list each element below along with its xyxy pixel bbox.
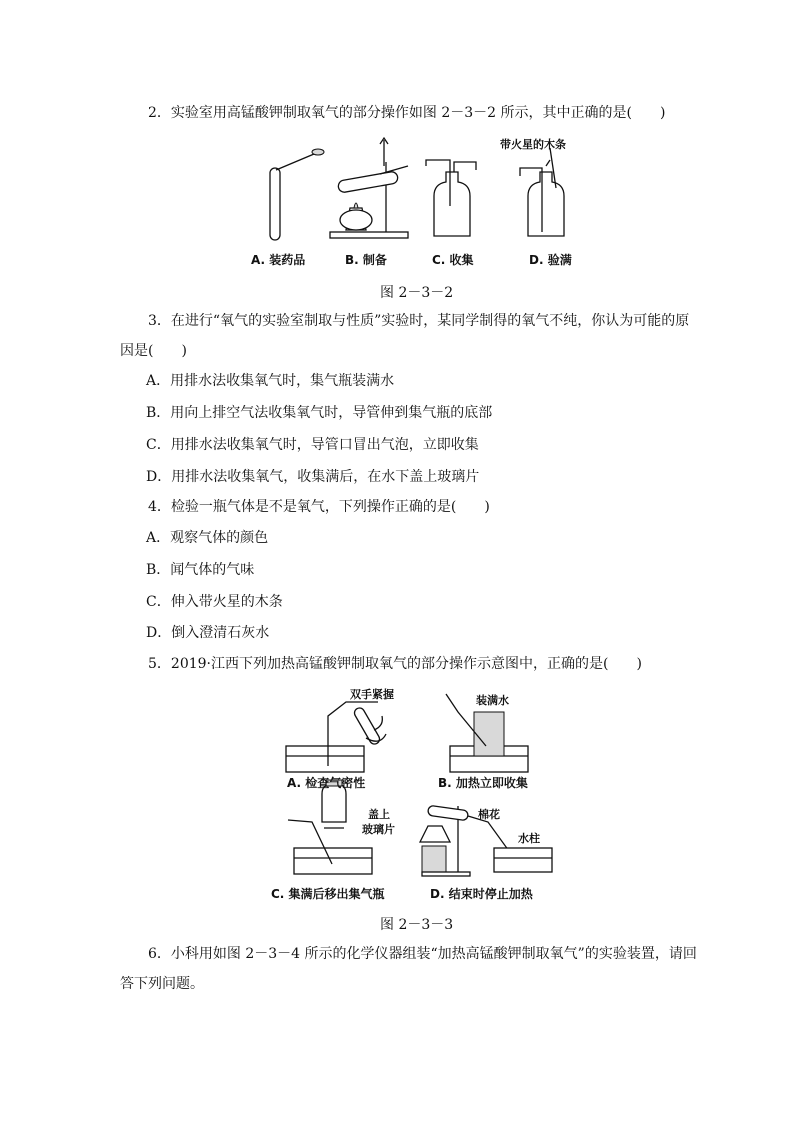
q3-option-b: B．用向上排空气法收集氧气时，导管伸到集气瓶的底部 <box>146 405 493 421</box>
q2-label-a: A. 装药品 <box>251 253 306 267</box>
annotation-cover: 盖上 <box>368 808 390 821</box>
annotation-fill-water: 装满水 <box>476 694 509 707</box>
annotation-wood-strip: 带火星的木条 <box>500 138 566 151</box>
q2-stem: 2．实验室用高锰酸钾制取氧气的部分操作如图 2－3－2 所示，其中正确的是( ) <box>148 105 666 121</box>
q2-caption: 图 2－3－2 <box>380 285 454 301</box>
annotation-water-column: 水柱 <box>518 832 540 845</box>
q6-stem-line1: 6．小科用如图 2－3－4 所示的化学仪器组装“加热高锰酸钾制取氧气”的实验装置，请回 <box>148 946 697 962</box>
move-bottle-drawing <box>288 780 372 874</box>
q3-option-d: D．用排水法收集氧气，收集满后，在水下盖上玻璃片 <box>146 469 480 485</box>
q3-stem-line2: 因是( ) <box>120 343 187 359</box>
q5-label-d: D. 结束时停止加热 <box>430 887 533 901</box>
q3-stem-line1: 3．在进行“氧气的实验室制取与性质”实验时，某同学制得的氧气不纯，你认为可能的原 <box>148 313 690 329</box>
q5-label-b: B. 加热立即收集 <box>438 776 528 790</box>
q4-stem: 4．检验一瓶气体是不是氧气，下列操作正确的是( ) <box>148 499 490 515</box>
q5-label-a: A. 检查气密性 <box>287 776 366 790</box>
gas-bottle-c-drawing <box>426 160 476 236</box>
airtightness-check-drawing <box>286 702 386 772</box>
q5-caption: 图 2－3－3 <box>380 917 454 933</box>
annotation-cotton: 棉花 <box>478 808 500 821</box>
q5-stem: 5．2019·江西下列加热高锰酸钾制取氧气的部分操作示意图中，正确的是( ) <box>148 656 642 672</box>
q4-option-c: C．伸入带火星的木条 <box>146 594 283 610</box>
q2-label-d: D. 验满 <box>529 253 572 267</box>
annotation-hands-grip: 双手紧握 <box>350 688 394 701</box>
q5-label-c: C. 集满后移出集气瓶 <box>271 887 385 901</box>
annotation-glass-slide: 玻璃片 <box>362 823 395 836</box>
q4-option-d: D．倒入澄清石灰水 <box>146 625 270 641</box>
test-tube-spoon-drawing <box>270 149 324 240</box>
q2-label-b: B. 制备 <box>345 253 387 267</box>
q4-option-b: B．闻气体的气味 <box>146 562 255 578</box>
gas-bottle-d-drawing <box>520 148 564 236</box>
q6-stem-line2: 答下列问题。 <box>120 976 204 992</box>
q3-option-a: A．用排水法收集氧气时，集气瓶装满水 <box>146 373 395 389</box>
q4-option-a: A．观察气体的颜色 <box>146 530 269 546</box>
q2-label-c: C. 收集 <box>432 253 474 267</box>
heating-apparatus-drawing <box>330 138 408 238</box>
q3-option-c: C．用排水法收集氧气时，导管口冒出气泡，立即收集 <box>146 437 479 453</box>
figure-2-3-2 <box>250 136 590 248</box>
